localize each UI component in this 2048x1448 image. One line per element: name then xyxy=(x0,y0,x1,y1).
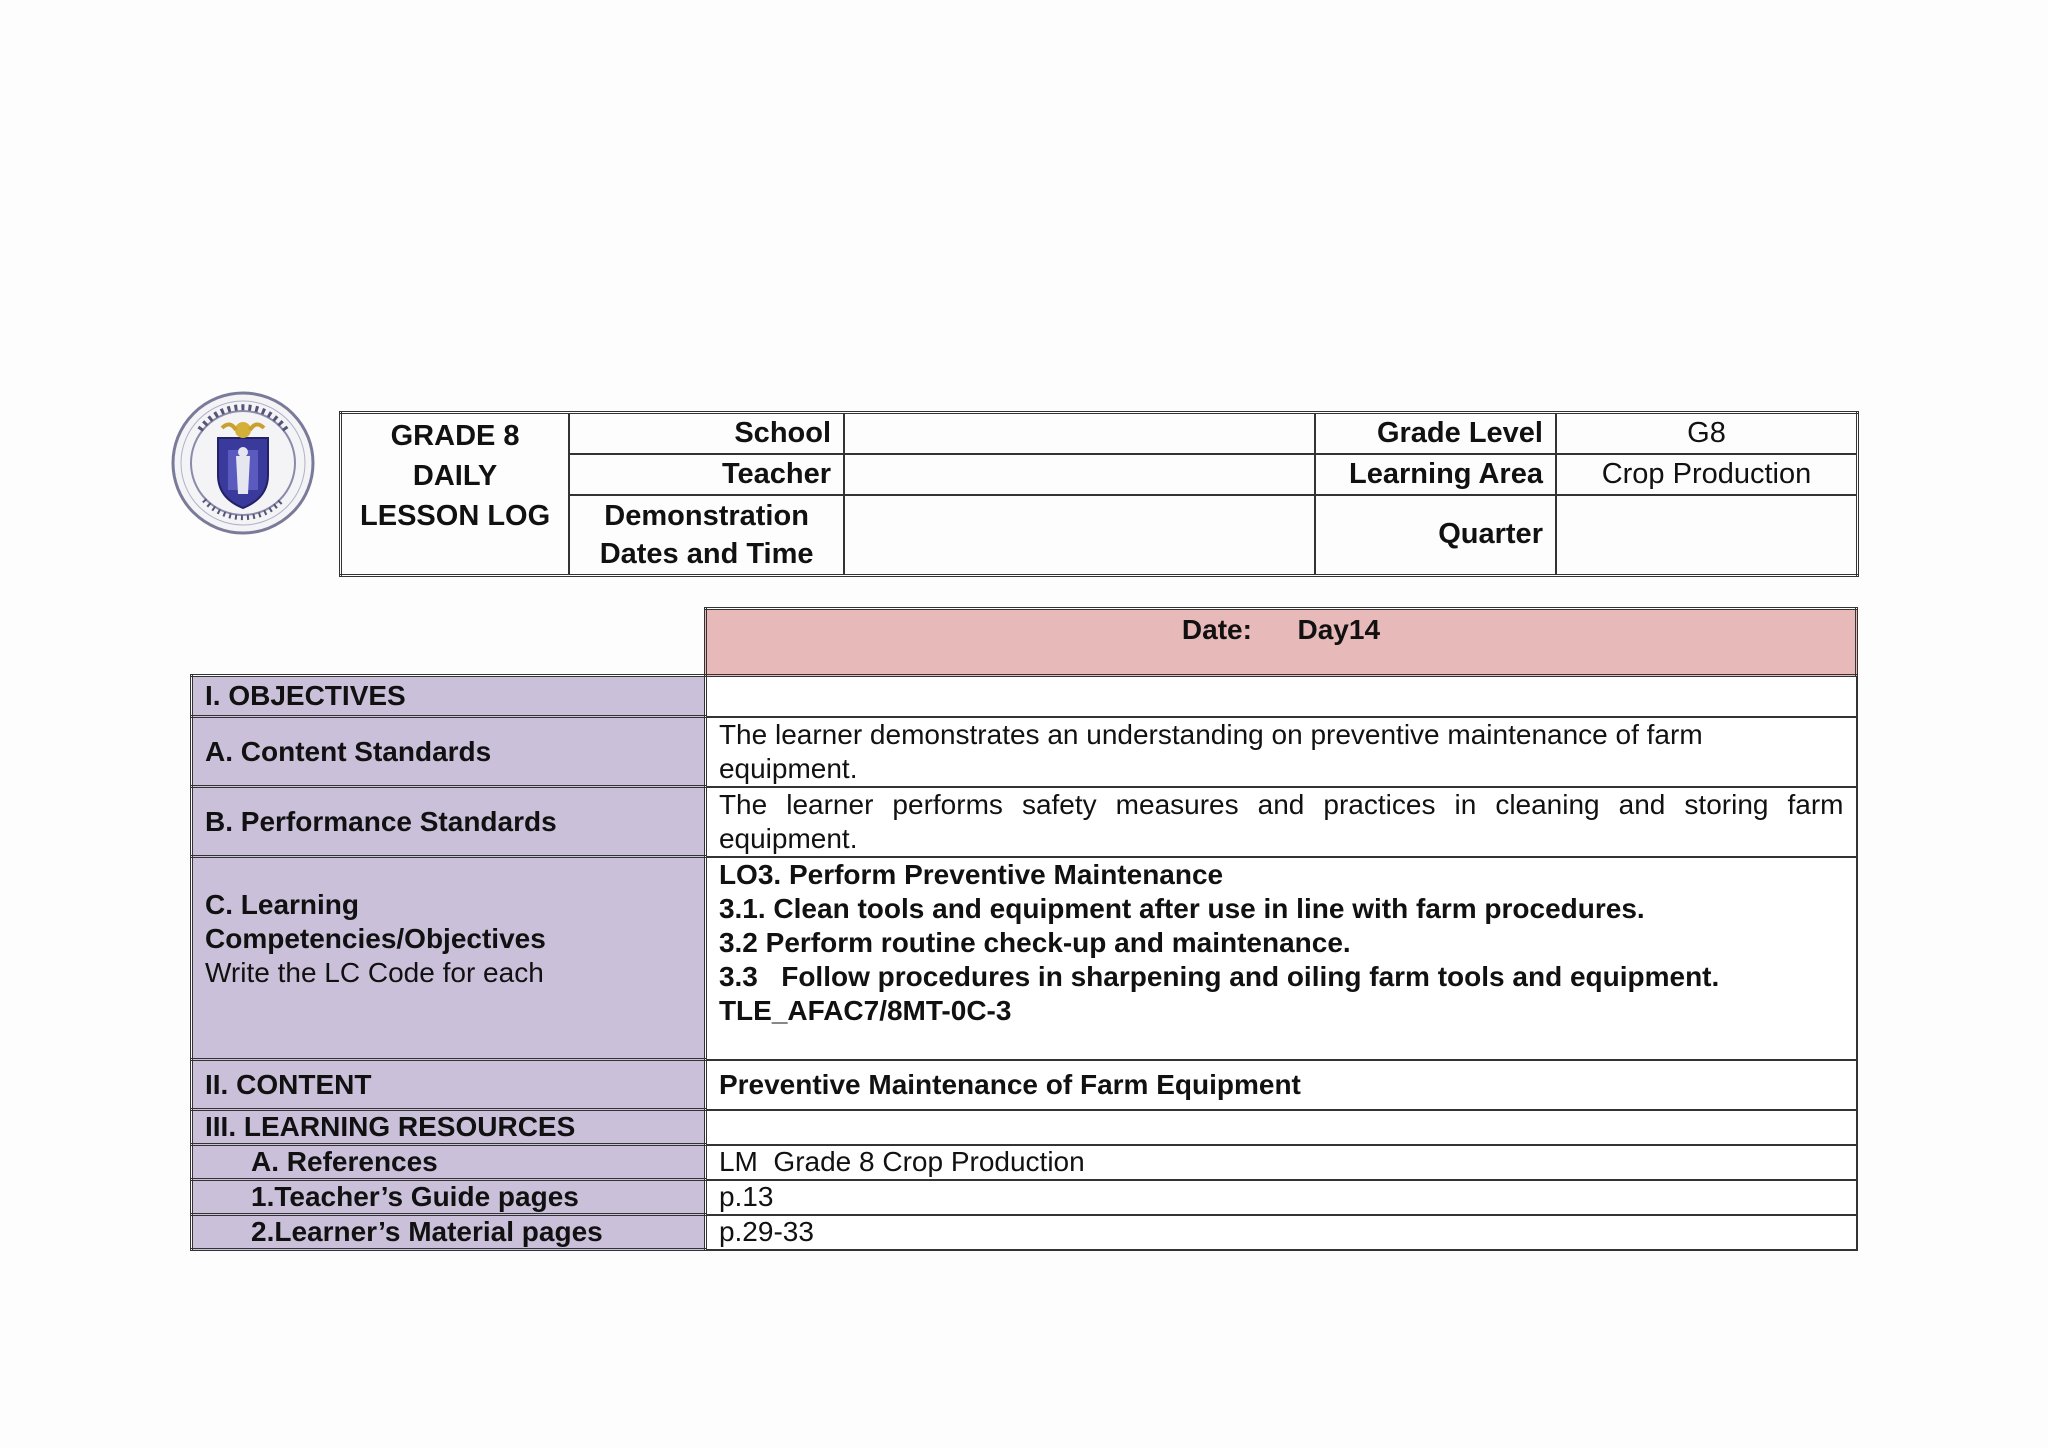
learning-area-value[interactable]: Crop Production xyxy=(1556,454,1858,495)
lesson-log-title xyxy=(341,413,570,576)
competencies-label-note: Write the LC Code for each xyxy=(205,957,544,988)
demonstration-label-line-2: Dates and Time xyxy=(599,537,814,570)
learning-area-label: Learning Area xyxy=(1315,454,1556,495)
content-value: Preventive Maintenance of Farm Equipment xyxy=(705,1060,1856,1110)
demonstration-value[interactable] xyxy=(844,495,1315,575)
competencies-label-line-1: C. Learning xyxy=(205,889,360,920)
competency-line-2: 3.1. Clean tools and equipment after use in line with farm procedures. xyxy=(718,892,1645,924)
lesson-table xyxy=(190,607,1858,1251)
demonstration-label-line-1: Demonstration xyxy=(604,499,809,532)
learning-resources-value xyxy=(705,1110,1856,1145)
content-standards-label: A. Content Standards xyxy=(192,717,706,787)
competency-line-3: 3.2 Perform routine check-up and maintenance. xyxy=(718,926,1351,958)
header-table xyxy=(339,411,1859,577)
teachers-guide-label: 1.Teacher’s Guide pages xyxy=(192,1180,706,1215)
title-line-2: DAILY xyxy=(412,460,498,492)
teachers-guide-value: p.13 xyxy=(705,1180,1856,1215)
learners-material-label: 2.Learner’s Material pages xyxy=(192,1215,706,1250)
content-standards-value: The learner demonstrates an understanding on preventive maintenance of farm equipment. xyxy=(705,717,1856,787)
demonstration-label xyxy=(569,495,844,575)
teacher-label: Teacher xyxy=(569,454,844,495)
objectives-value xyxy=(705,676,1856,717)
references-label: A. References xyxy=(192,1145,706,1180)
grade-level-value[interactable]: G8 xyxy=(1556,413,1858,455)
quarter-label: Quarter xyxy=(1315,495,1556,575)
date-cell xyxy=(705,609,1856,676)
school-value[interactable] xyxy=(844,413,1315,455)
competency-line-4: 3.3 Follow procedures in sharpening and oiling farm tools and equipment. xyxy=(718,960,1720,992)
deped-seal-logo xyxy=(170,390,316,536)
competency-line-5: TLE_AFAC7/8MT-0C-3 xyxy=(718,994,1012,1026)
date-value: Day14 xyxy=(1297,614,1381,645)
performance-standards-value: The learner performs safety measures and practices in cleaning and storing farm equipment. xyxy=(705,787,1856,857)
title-line-1: GRADE 8 xyxy=(390,420,520,452)
grade-level-label: Grade Level xyxy=(1315,413,1556,455)
competencies-label xyxy=(192,857,706,1060)
objectives-label: I. OBJECTIVES xyxy=(192,676,706,717)
title-line-3: LESSON LOG xyxy=(360,500,551,532)
competencies-value xyxy=(705,857,1856,1060)
competencies-label-line-2: Competencies/Objectives xyxy=(205,923,546,954)
learning-resources-label: III. LEARNING RESOURCES xyxy=(192,1110,706,1145)
teacher-value[interactable] xyxy=(844,454,1315,495)
competency-line-1: LO3. Perform Preventive Maintenance xyxy=(718,858,1224,890)
learners-material-value: p.29-33 xyxy=(705,1215,1856,1250)
references-value: LM Grade 8 Crop Production xyxy=(705,1145,1856,1180)
date-label: Date: xyxy=(1181,614,1252,645)
quarter-value[interactable] xyxy=(1556,495,1858,575)
blank-corner xyxy=(192,609,706,676)
content-label: II. CONTENT xyxy=(192,1060,706,1110)
school-label: School xyxy=(569,413,844,455)
performance-standards-label: B. Performance Standards xyxy=(192,787,706,857)
